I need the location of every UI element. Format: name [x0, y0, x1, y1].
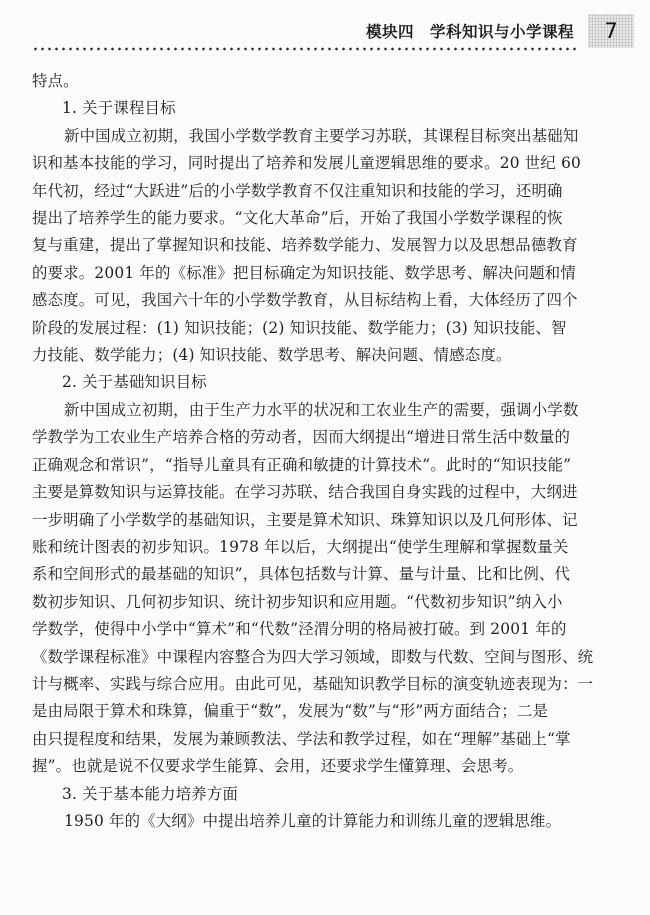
- text-line: 识和基本技能的学习，同时提出了培养和发展儿童逻辑思维的要求。20 世纪 60: [32, 154, 582, 173]
- text-line: 《数学课程标准》中课程内容整合为四大学习领域，即数与代数、空间与图形、统: [32, 647, 594, 666]
- text-line: 学教学为工农业生产培养合格的劳动者，因而大纲提出“增进日常生活中数量的: [32, 428, 571, 447]
- text-line: 计与概率、实践与综合应用。由此可见，基础知识教学目标的演变轨迹表现为：一: [32, 674, 594, 693]
- text-line: 特点。: [32, 72, 79, 90]
- text-line: 正确观念和常识”，“指导儿童具有正确和敏捷的计算技术”。此时的“知识技能”: [32, 455, 572, 474]
- section-heading-basic-knowledge: 2. 关于基础知识目标: [62, 373, 207, 392]
- text-line: 系和空间形式的最基础的知识”，具体包括数与计算、量与计量、比和比例、代: [32, 565, 571, 584]
- section-heading-basic-ability: 3. 关于基本能力培养方面: [62, 784, 239, 803]
- running-head-title: 模块四 学科知识与小学课程: [365, 23, 574, 41]
- text-line: 提出了培养学生的能力要求。“文化大革命”后，开始了我国小学数学课程的恢: [32, 209, 563, 228]
- text-line: 阶段的发展过程：(1) 知识技能；(2) 知识技能、数学能力；(3) 知识技能、智: [32, 318, 567, 337]
- text-line: 感态度。可见，我国六十年的小学数学教育，从目标结构上看，大体经历了四个: [32, 291, 578, 310]
- text-line: 握”。也就是说不仅要求学生能算、会用，还要求学生懂算理、会思考。: [32, 757, 524, 776]
- text-line: 新中国成立初期，由于生产力水平的状况和工农业生产的需要，强调小学数: [64, 400, 579, 419]
- section-heading-course-goals: 1. 关于课程目标: [62, 99, 176, 118]
- dotted-divider: [32, 47, 576, 51]
- text-line: 年代初，经过“大跃进”后的小学数学教育不仅注重知识和技能的学习，还明确: [32, 181, 563, 200]
- page-number: 7: [588, 14, 634, 48]
- text-line: 一步明确了小学数学的基础知识，主要是算术知识、珠算知识以及几何形体、记: [32, 510, 578, 529]
- text-line: 由只提程度和结果，发展为兼顾教法、学法和教学过程，如在“理解”基础上“掌: [32, 729, 571, 748]
- text-line: 力技能、数学能力；(4) 知识技能、数学思考、解决问题、情感态度。: [32, 346, 512, 365]
- text-line: 复与重建，提出了掌握知识和技能、培养数学能力、发展智力以及思想品德教育: [32, 236, 578, 255]
- text-line: 账和统计图表的初步知识。1978 年以后，大纲提出“使学生理解和掌握数量关: [32, 537, 569, 556]
- text-line: 是由局限于算术和珠算，偏重于“数”，发展为“数”与“形”两方面结合；二是: [32, 702, 549, 721]
- text-line: 的要求。2001 年的《标准》把目标确定为知识技能、数学思考、解决问题和情: [32, 263, 576, 282]
- body-text: [32, 68, 626, 835]
- page-header: [0, 0, 650, 56]
- text-line: 学数学，使得中小学中“算术”和“代数”泾渭分明的格局被打破。到 2001 年的: [32, 620, 567, 639]
- text-line: 主要是算数知识与运算技能。在学习苏联、结合我国自身实践的过程中，大纲进: [32, 483, 578, 502]
- text-line: 数初步知识、几何初步知识、统计初步知识和应用题。“代数初步知识”纳入小: [32, 592, 563, 611]
- text-line: 新中国成立初期，我国小学数学教育主要学习苏联，其课程目标突出基础知: [64, 126, 579, 145]
- text-line: 1950 年的《大纲》中提出培养儿童的计算能力和训练儿童的逻辑思维。: [64, 811, 562, 830]
